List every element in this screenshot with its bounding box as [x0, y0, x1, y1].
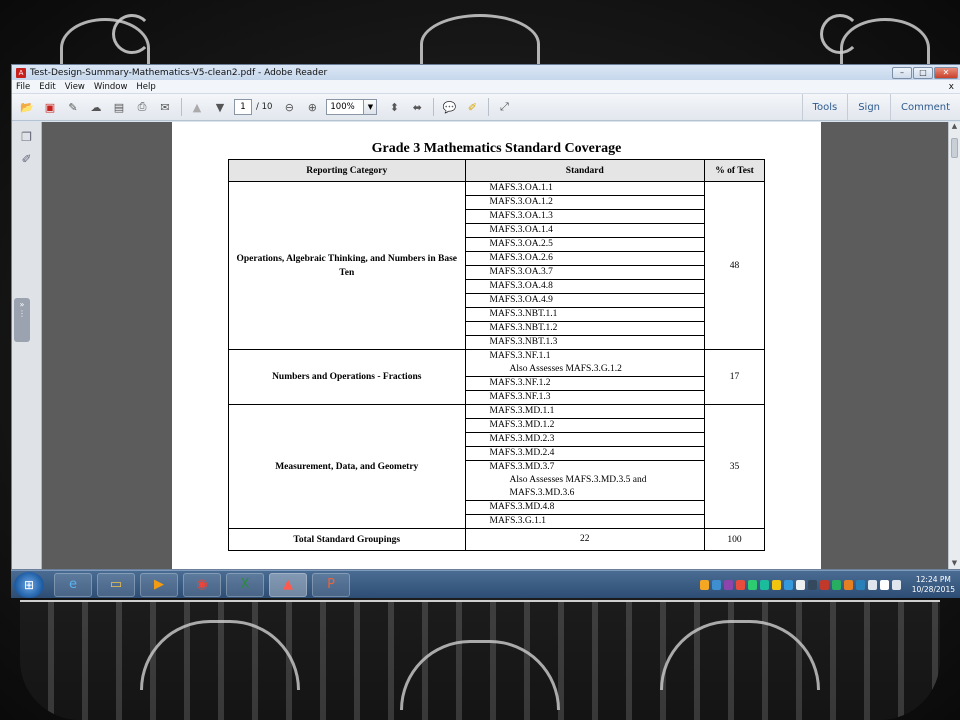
total-row — [229, 529, 765, 551]
standard-cell: MAFS.3.NF.1.2 — [465, 377, 705, 391]
scroll-up-icon[interactable]: ▲ — [951, 122, 958, 130]
fit-page-icon[interactable]: ⬍ — [389, 100, 399, 114]
content-area — [12, 122, 960, 569]
comment-icon[interactable]: 💬 — [442, 100, 457, 114]
tray-app-icon[interactable] — [724, 580, 733, 590]
tray-app-icon[interactable] — [772, 580, 781, 590]
menu-view[interactable]: View — [64, 81, 85, 92]
page-thumbnails-icon[interactable]: ❐ — [21, 130, 32, 144]
window-title: Test-Design-Summary-Mathematics-V5-clean2.pdf - Adobe Reader — [30, 67, 328, 78]
standard-cell: MAFS.3.MD.4.8 — [465, 501, 705, 515]
total-percent: 100 — [705, 529, 765, 551]
menu-edit[interactable]: Edit — [39, 81, 56, 92]
media-player-icon[interactable]: ▶ — [140, 573, 178, 597]
file-explorer-icon[interactable]: ▭ — [97, 573, 135, 597]
tray-app-icon[interactable] — [796, 580, 805, 590]
excel-icon[interactable]: X — [226, 573, 264, 597]
volume-icon[interactable] — [892, 580, 901, 590]
total-standards: 22 — [465, 529, 705, 551]
standard-cell: MAFS.3.OA.1.1 — [465, 182, 705, 196]
network-icon[interactable] — [868, 580, 877, 590]
toolbar-separator — [488, 98, 489, 116]
powerpoint-icon[interactable]: P — [312, 573, 350, 597]
adobe-reader-window — [11, 64, 960, 570]
system-clock[interactable] — [912, 575, 955, 595]
tray-app-icon[interactable] — [784, 580, 793, 590]
also-assesses-note: Also Assesses MAFS.3.G.1.2 — [509, 364, 622, 374]
category-cell: Measurement, Data, and Geometry — [229, 405, 466, 529]
standard-cell: MAFS.3.OA.3.7 — [465, 266, 705, 280]
standard-cell: MAFS.3.OA.1.2 — [465, 196, 705, 210]
sign-link[interactable]: Sign — [847, 94, 890, 120]
standard-cell — [465, 461, 705, 501]
nav-pane-expand-handle[interactable]: » ⋮ — [14, 298, 30, 342]
internet-explorer-icon[interactable]: e — [54, 573, 92, 597]
toolbar — [12, 94, 960, 121]
system-tray — [700, 575, 960, 595]
previous-page-icon[interactable]: ▲ — [192, 100, 202, 114]
standard-cell: MAFS.3.NBT.1.1 — [465, 308, 705, 322]
menu-help[interactable]: Help — [136, 81, 156, 92]
menu-file[interactable]: File — [16, 81, 31, 92]
also-assesses-note: Also Assesses MAFS.3.MD.3.5 and — [509, 475, 647, 485]
table-header-row — [229, 160, 765, 182]
close-button[interactable]: ✕ — [934, 67, 958, 79]
standard-code: MAFS.3.MD.3.7 — [489, 462, 555, 472]
zoom-input[interactable]: 100% — [326, 99, 364, 115]
chrome-icon[interactable]: ◉ — [183, 573, 221, 597]
adobe-reader-task-icon[interactable]: ▲ — [269, 573, 307, 597]
tray-app-icon[interactable] — [808, 580, 817, 590]
standard-code: MAFS.3.NF.1.1 — [489, 351, 551, 361]
cloud-upload-icon[interactable]: ☁ — [90, 100, 102, 114]
minimize-button[interactable]: – — [892, 67, 912, 79]
standard-cell: MAFS.3.OA.2.6 — [465, 252, 705, 266]
title-bar — [12, 65, 960, 80]
tools-link[interactable]: Tools — [802, 94, 848, 120]
page-number-input[interactable]: 1 — [234, 99, 252, 115]
attachments-icon[interactable]: ✐ — [21, 152, 32, 166]
table-row — [229, 405, 765, 419]
adobe-reader-icon: A — [16, 68, 26, 78]
comment-link[interactable]: Comment — [890, 94, 960, 120]
tray-app-icon[interactable] — [700, 580, 709, 590]
scroll-down-icon[interactable]: ▼ — [951, 559, 958, 567]
standard-cell: MAFS.3.OA.1.3 — [465, 210, 705, 224]
highlight-icon[interactable]: ✐ — [467, 100, 477, 114]
percent-cell: 48 — [705, 182, 765, 350]
action-center-flag-icon[interactable] — [880, 580, 889, 590]
standard-cell: MAFS.3.OA.2.5 — [465, 238, 705, 252]
tray-app-icon[interactable] — [832, 580, 841, 590]
pdf-page — [172, 122, 821, 569]
standard-cell: MAFS.3.G.1.1 — [465, 515, 705, 529]
maximize-button[interactable]: □ — [913, 67, 933, 79]
full-screen-icon[interactable]: ⤢ — [499, 100, 509, 113]
tray-app-icon[interactable] — [844, 580, 853, 590]
email-icon[interactable]: ✉ — [160, 100, 170, 114]
next-page-icon[interactable]: ▼ — [215, 100, 225, 114]
clock-date: 10/28/2015 — [911, 584, 955, 594]
document-close-button[interactable]: x — [948, 81, 954, 92]
standard-cell: MAFS.3.MD.2.3 — [465, 433, 705, 447]
fit-width-icon[interactable]: ⬌ — [412, 100, 422, 114]
zoom-out-icon[interactable]: ⊖ — [284, 100, 294, 114]
save-icon[interactable]: ▤ — [113, 100, 125, 114]
header-percent: % of Test — [705, 160, 765, 182]
table-row — [229, 182, 765, 196]
create-pdf-icon[interactable]: ▣ — [44, 100, 56, 114]
print-icon[interactable]: ⎙ — [137, 100, 147, 113]
standard-cell: MAFS.3.MD.2.4 — [465, 447, 705, 461]
tray-app-icon[interactable] — [712, 580, 721, 590]
standard-cell — [465, 350, 705, 377]
toolbar-separator — [181, 98, 182, 116]
header-standard: Standard — [465, 160, 705, 182]
document-title: Grade 3 Mathematics Standard Coverage — [371, 141, 622, 156]
zoom-dropdown-icon[interactable]: ▼ — [364, 99, 377, 115]
ornament-swirl — [112, 14, 152, 54]
percent-cell: 17 — [705, 350, 765, 405]
windows-taskbar — [11, 570, 960, 598]
page-total: / 10 — [256, 102, 273, 112]
also-assesses-note: MAFS.3.MD.3.6 — [509, 488, 575, 498]
tray-app-icon[interactable] — [736, 580, 745, 590]
standard-cell: MAFS.3.MD.1.2 — [465, 419, 705, 433]
menu-window[interactable]: Window — [93, 81, 128, 92]
navigation-pane — [12, 122, 42, 569]
percent-cell: 35 — [705, 405, 765, 529]
start-button[interactable]: ⊞ — [14, 572, 44, 598]
scroll-thumb[interactable] — [951, 138, 958, 158]
standard-cell: MAFS.3.NBT.1.3 — [465, 336, 705, 350]
edit-icon[interactable]: ✎ — [68, 100, 78, 114]
standard-cell: MAFS.3.MD.1.1 — [465, 405, 705, 419]
standard-cell: MAFS.3.NBT.1.2 — [465, 322, 705, 336]
standard-cell: MAFS.3.OA.4.8 — [465, 280, 705, 294]
category-cell: Operations, Algebraic Thinking, and Numbers in Base Ten — [229, 182, 466, 350]
header-reporting-category: Reporting Category — [229, 160, 466, 182]
open-icon[interactable]: 📂 — [20, 100, 34, 114]
total-label: Total Standard Groupings — [229, 529, 466, 551]
zoom-in-icon[interactable]: ⊕ — [307, 100, 317, 114]
table-row — [229, 350, 765, 377]
bluetooth-icon[interactable] — [856, 580, 865, 590]
standard-cell: MAFS.3.NF.1.3 — [465, 391, 705, 405]
standard-cell: MAFS.3.OA.4.9 — [465, 294, 705, 308]
tray-app-icon[interactable] — [820, 580, 829, 590]
tray-app-icon[interactable] — [760, 580, 769, 590]
menu-bar — [12, 80, 960, 94]
category-cell: Numbers and Operations - Fractions — [229, 350, 466, 405]
clock-time: 12:24 PM — [915, 574, 951, 584]
vertical-scrollbar[interactable] — [948, 122, 960, 569]
standard-coverage-table — [228, 159, 765, 551]
document-view[interactable] — [42, 122, 948, 569]
standard-cell: MAFS.3.OA.1.4 — [465, 224, 705, 238]
tray-app-icon[interactable] — [748, 580, 757, 590]
toolbar-separator — [433, 98, 434, 116]
